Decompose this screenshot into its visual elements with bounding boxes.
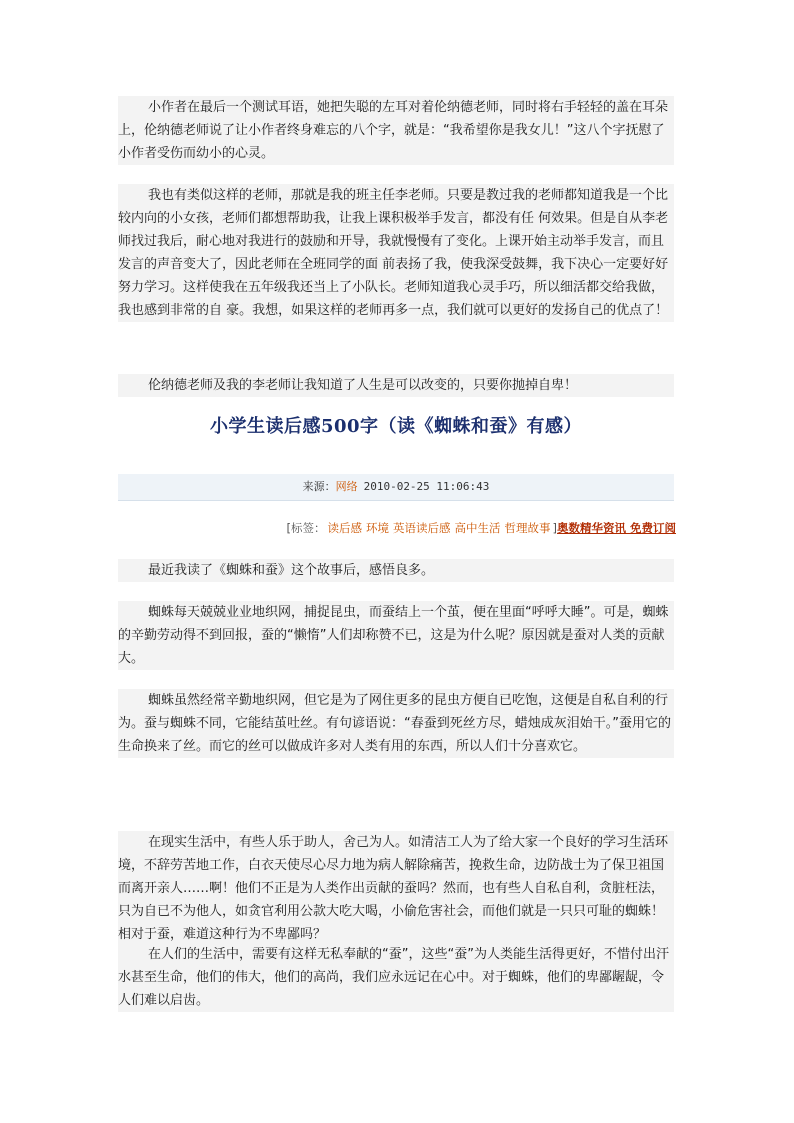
paragraph-block-7 — [118, 831, 674, 946]
paragraph-block-1 — [118, 96, 674, 165]
tag-link[interactable]: 英语读后感 — [392, 521, 451, 535]
tags-close: ] — [552, 521, 557, 535]
tag-link[interactable]: 高中生活 — [454, 521, 501, 535]
tags-open: [标签： — [286, 521, 326, 535]
tags-bar — [118, 520, 676, 536]
source-label: 来源： — [302, 480, 336, 493]
paragraph: 最近我读了《蜘蛛和蚕》这个故事后，感悟良多。 — [148, 563, 435, 578]
paragraph-block-8 — [118, 943, 674, 1012]
tag-link[interactable]: 哲理故事 — [504, 521, 551, 535]
paragraph-block-6 — [118, 689, 674, 758]
paragraph: 伦纳德老师及我的李老师让我知道了人生是可以改变的，只要你抛掉自卑！ — [148, 378, 578, 393]
paragraph-block-5 — [118, 601, 674, 670]
source-link[interactable]: 网络 — [335, 480, 358, 493]
article-meta-bar — [118, 474, 674, 501]
paragraph-block-4 — [118, 559, 674, 582]
paragraph: 小作者在最后一个测试耳语，她把失聪的左耳对着伦纳德老师，同时将右手轻轻的盖在耳朵上，伦纳德老师说了让小作者终身难忘的八个字，就是：“我希望你是我女儿！”这八个字抚慰了小作者受伤而幼小的心灵。 — [118, 100, 669, 161]
paragraph-block-3 — [118, 374, 674, 397]
paragraph: 蜘蛛每天兢兢业业地织网，捕捉昆虫，而蚕结上一个茧，便在里面“呼呼大睡”。可是，蜘蛛的辛勤劳动得不到回报，蚕的“懒惰”人们却称赞不已，这是为什么呢？原因就是蚕对人类的贡献大。 — [118, 605, 669, 666]
article-title: 小学生读后感500字（读《蜘蛛和蚕》有感） — [209, 416, 583, 437]
paragraph: 在人们的生活中，需要有这样无私奉献的“蚕”，这些“蚕”为人类能生活得更好，不惜付出汗水甚至生命，他们的伟大，他们的高尚，我们应永远记在心中。对于蜘蛛，他们的卑鄙龌龊，令人们难以启齿。 — [118, 947, 669, 1008]
paragraph: 蜘蛛虽然经常辛勤地织网，但它是为了网住更多的昆虫方便自已吃饱，这便是自私自利的行为。蚕与蜘蛛不同，它能结茧吐丝。有句谚语说：“春蚕到死丝方尽，蜡烛成灰泪始干。”蚕用它的生命换来了丝。而它的丝可以做成许多对人类有用的东西，所以人们十分喜欢它。 — [118, 693, 671, 754]
tag-link[interactable]: 读后感 — [327, 521, 362, 535]
promo-subscribe-link[interactable]: 奥数精华资讯 免费订阅 — [556, 521, 676, 535]
paragraph-block-2 — [118, 184, 674, 322]
paragraph: 在现实生活中，有些人乐于助人，舍己为人。如清洁工人为了给大家一个良好的学习生活环境，不辞劳苦地工作，白衣天使尽心尽力地为病人解除痛苦，挽救生命，边防战士为了保卫祖国而离开亲人……啊！他们不正是为人类作出贡献的蚕吗？然而，也有些人自私自利，贪脏枉法，只为自已不为他人，如贪官利用公款大吃大喝，小偷危害社会，而他们就是一只只可耻的蜘蛛！相对于蚕，难道这种行为不卑鄙吗？ — [118, 835, 669, 942]
paragraph: 我也有类似这样的老师，那就是我的班主任李老师。只要是教过我的老师都知道我是一个比较内向的小女孩，老师们都想帮助我，让我上课积极举手发言，都没有任 何效果。但是自从李老师找过我后，耐心地对我进行的鼓励和开导，我就慢慢有了变化。上课开始主动举手发言，而且发言的声音变大了，因此老师在全班同学的面 前表扬了我，使我深受鼓舞，我下决心一定要好好努力学习。这样使我在五年级我还当上了小队长。老师知道我心灵手巧，所以细活都交给我做，我也感到非常的自 豪。我想，如果这样的老师再多一点，我们就可以更好的发扬自己的优点了！ — [118, 188, 669, 318]
tag-link[interactable]: 环境 — [365, 521, 389, 535]
publish-timestamp: 2010-02-25 11:06:43 — [363, 480, 490, 493]
